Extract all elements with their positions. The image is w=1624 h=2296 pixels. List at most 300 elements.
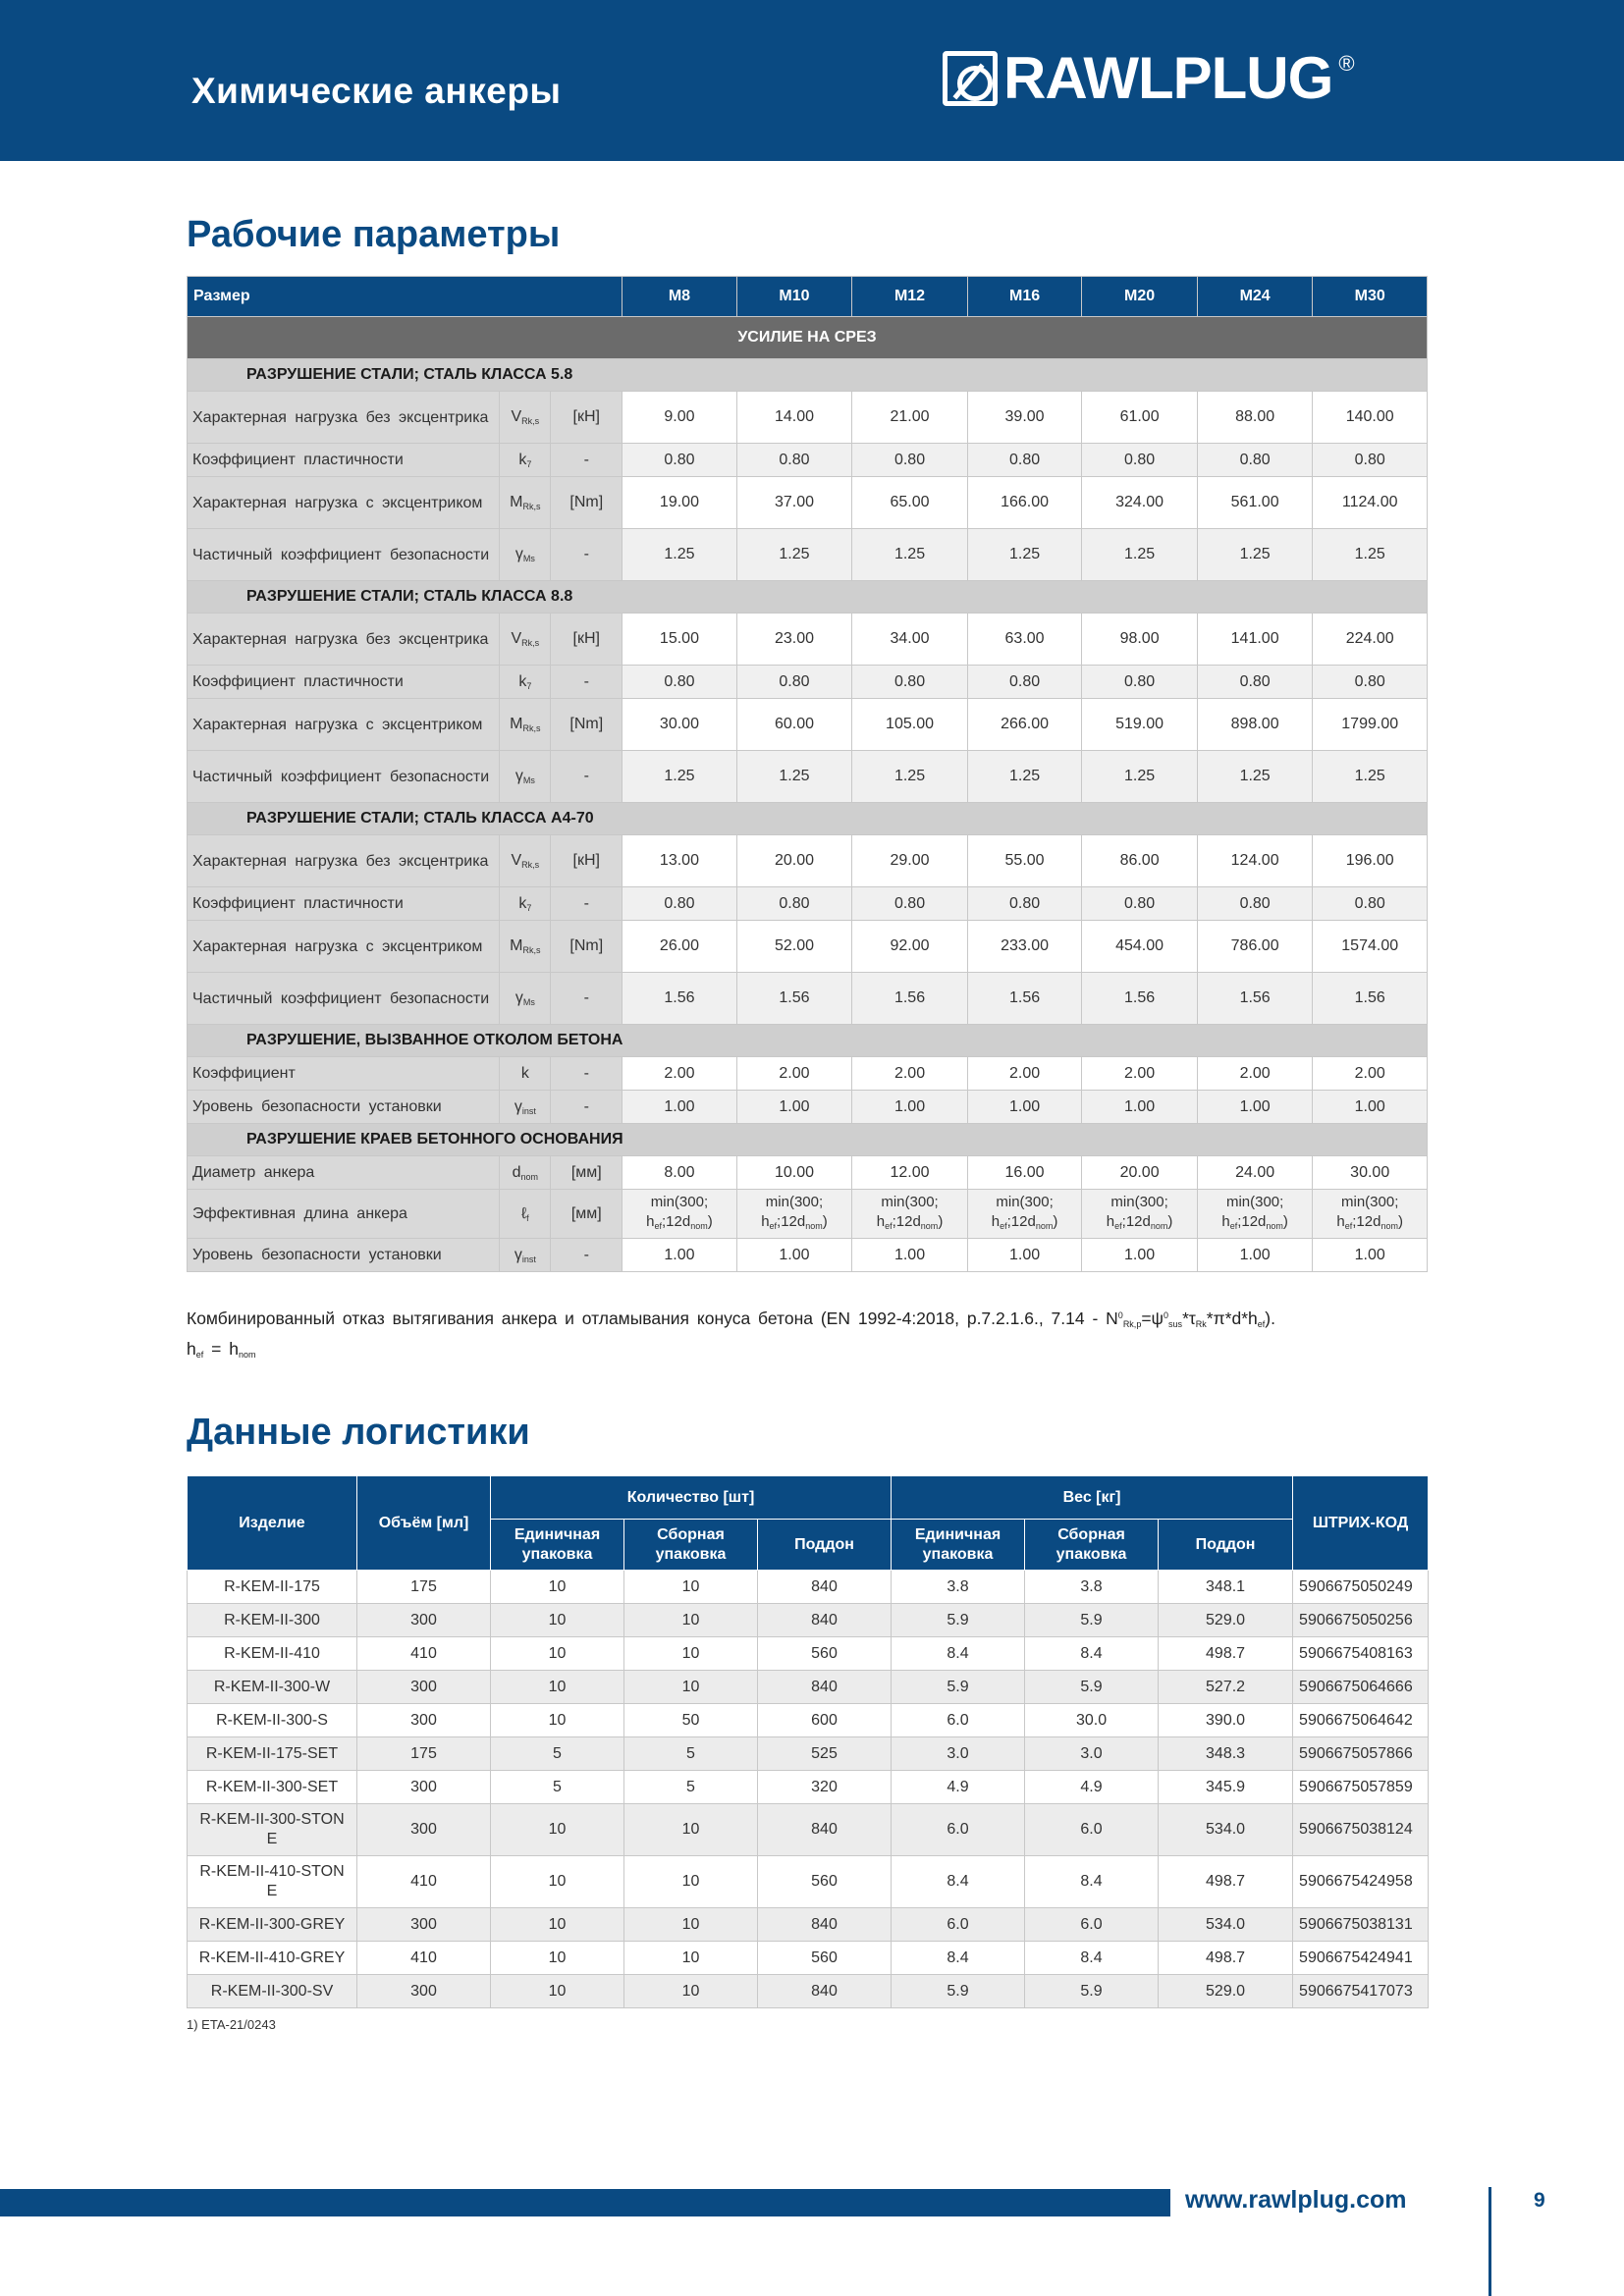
volume: 300: [357, 1908, 491, 1942]
parameter-value: 1.25: [1197, 751, 1313, 803]
weight-bulk: 8.4: [1025, 1856, 1159, 1908]
parameter-value: 1.00: [1313, 1091, 1428, 1124]
col-weight-unit: Единичная упаковка: [892, 1520, 1025, 1571]
symbol-subscript: 7: [526, 680, 532, 691]
parameter-value: 1.00: [1313, 1239, 1428, 1272]
parameter-value: 0.80: [623, 887, 737, 921]
size-header: M10: [736, 277, 852, 317]
qty-unit: 5: [491, 1771, 624, 1804]
parameter-value: 86.00: [1082, 835, 1198, 887]
weight-pallet: 534.0: [1159, 1908, 1293, 1942]
parameter-value: 20.00: [736, 835, 852, 887]
parameter-value: 1.00: [1197, 1091, 1313, 1124]
weight-unit: 3.0: [892, 1737, 1025, 1771]
qty-unit: 10: [491, 1975, 624, 2008]
volume: 175: [357, 1737, 491, 1771]
symbol-subscript: 7: [526, 458, 532, 469]
qty-unit: 5: [491, 1737, 624, 1771]
parameter-value: 0.80: [852, 666, 968, 699]
qty-pallet: 600: [758, 1704, 892, 1737]
failure-mode-title: РАЗРУШЕНИЕ КРАЕВ БЕТОННОГО ОСНОВАНИЯ: [188, 1124, 1428, 1156]
qty-pallet: 560: [758, 1637, 892, 1671]
col-quantity: Количество [шт]: [491, 1476, 892, 1520]
parameter-row: [188, 1190, 1428, 1239]
symbol-subscript: Ms: [522, 997, 535, 1007]
symbol-main: k: [518, 672, 527, 690]
parameter-value: 0.80: [852, 887, 968, 921]
weight-unit: 5.9: [892, 1671, 1025, 1704]
failure-mode-row: [188, 581, 1428, 614]
parameter-value: 105.00: [852, 699, 968, 751]
parameter-symbol: [500, 392, 551, 444]
footer-url-link[interactable]: www.rawlplug.com: [1185, 2186, 1407, 2214]
parameter-symbol: [500, 973, 551, 1025]
parameter-value: 196.00: [1313, 835, 1428, 887]
parameter-value: 1.25: [1082, 529, 1198, 581]
logistics-row: [188, 1804, 1429, 1856]
parameter-value: 0.80: [1082, 887, 1198, 921]
size-header: M24: [1197, 277, 1313, 317]
parameter-value: 1.00: [1197, 1239, 1313, 1272]
product-name: R-KEM-II-300-S: [188, 1704, 357, 1737]
parameter-row: [188, 614, 1428, 666]
volume: 410: [357, 1856, 491, 1908]
note-line-1: Комбинированный отказ вытягивания анкера и отламывания конуса бетона (EN 1992-4:2018, p.7.2.1.6., $7.14 - N^0_{Rk,p}=\psi^0_{sus}*\tau_{Rk}*\pi*d*h_{ef}$).: [187, 1308, 1275, 1329]
parameter-value: 1.56: [1082, 973, 1198, 1025]
weight-bulk: 8.4: [1025, 1942, 1159, 1975]
weight-bulk: 5.9: [1025, 1604, 1159, 1637]
page-header: [0, 0, 1624, 161]
parameter-value: 2.00: [1197, 1057, 1313, 1091]
symbol-subscript: Rk,s: [521, 860, 540, 870]
parameter-row: [188, 392, 1428, 444]
parameter-value: 166.00: [967, 477, 1082, 529]
parameter-unit: [кН]: [551, 614, 623, 666]
parameter-symbol: [500, 614, 551, 666]
parameter-unit: -: [551, 666, 623, 699]
parameter-row: [188, 973, 1428, 1025]
parameter-value: 0.80: [623, 444, 737, 477]
parameter-value: 1.56: [852, 973, 968, 1025]
qty-pallet: 525: [758, 1737, 892, 1771]
parameter-value: 13.00: [623, 835, 737, 887]
section-title-performance: Рабочие параметры: [187, 214, 561, 255]
parameter-label: Характерная нагрузка с эксцентриком: [188, 699, 500, 751]
barcode: 5906675064642: [1293, 1704, 1429, 1737]
failure-mode-title: РАЗРУШЕНИЕ, ВЫЗВАННОЕ ОТКОЛОМ БЕТОНА: [188, 1025, 1428, 1057]
product-name: R-KEM-II-410-STONE: [188, 1856, 357, 1908]
parameter-symbol: [500, 921, 551, 973]
weight-pallet: 529.0: [1159, 1604, 1293, 1637]
parameter-label: Эффективная длина анкера: [188, 1190, 500, 1239]
parameter-value: 30.00: [623, 699, 737, 751]
symbol-main: γ: [514, 1097, 522, 1115]
qty-bulk: 10: [624, 1637, 758, 1671]
parameter-value: 60.00: [736, 699, 852, 751]
parameter-value: 0.80: [1197, 887, 1313, 921]
weight-bulk: 30.0: [1025, 1704, 1159, 1737]
qty-pallet: 840: [758, 1804, 892, 1856]
col-qty-bulk: Сборная упаковка: [624, 1520, 758, 1571]
col-weight-bulk: Сборная упаковка: [1025, 1520, 1159, 1571]
parameter-row: [188, 751, 1428, 803]
logistics-row: [188, 1737, 1429, 1771]
parameter-value: 1.25: [736, 529, 852, 581]
qty-bulk: 5: [624, 1737, 758, 1771]
qty-pallet: 840: [758, 1975, 892, 2008]
col-product: Изделие: [188, 1476, 357, 1571]
parameter-value: 1.00: [967, 1239, 1082, 1272]
weight-bulk: 5.9: [1025, 1975, 1159, 2008]
symbol-subscript: Rk,s: [522, 945, 541, 955]
barcode: 5906675057859: [1293, 1771, 1429, 1804]
parameter-value: 24.00: [1197, 1156, 1313, 1190]
failure-mode-row: [188, 359, 1428, 392]
parameter-value: 233.00: [967, 921, 1082, 973]
product-name: R-KEM-II-175-SET: [188, 1737, 357, 1771]
logistics-row: [188, 1856, 1429, 1908]
qty-unit: 10: [491, 1704, 624, 1737]
symbol-subscript: 7: [526, 902, 532, 913]
qty-bulk: 10: [624, 1975, 758, 2008]
col-qty-unit: Единичная упаковка: [491, 1520, 624, 1571]
symbol-main: d: [512, 1163, 521, 1181]
parameter-label: Коэффициент: [188, 1057, 500, 1091]
qty-bulk: 10: [624, 1804, 758, 1856]
qty-pallet: 840: [758, 1604, 892, 1637]
symbol-main: M: [510, 716, 523, 732]
parameter-row: [188, 699, 1428, 751]
volume: 300: [357, 1771, 491, 1804]
logistics-row: [188, 1771, 1429, 1804]
qty-unit: 10: [491, 1671, 624, 1704]
parameter-value: 0.80: [1313, 444, 1428, 477]
symbol-subscript: Rk,s: [521, 638, 540, 648]
col-volume: Объём [мл]: [357, 1476, 491, 1571]
weight-pallet: 527.2: [1159, 1671, 1293, 1704]
parameter-value: 0.80: [967, 666, 1082, 699]
symbol-subscript: Rk,s: [522, 723, 541, 733]
parameter-value: min(300; $h_{ef};12d_{nom}$): [967, 1190, 1082, 1239]
parameter-value: 0.80: [736, 887, 852, 921]
col-barcode: ШТРИХ-КОД: [1293, 1476, 1429, 1571]
qty-bulk: 50: [624, 1704, 758, 1737]
size-header: M30: [1313, 277, 1428, 317]
parameter-unit: -: [551, 1239, 623, 1272]
parameter-value: 1.56: [736, 973, 852, 1025]
barcode: 5906675064666: [1293, 1671, 1429, 1704]
parameter-row: [188, 921, 1428, 973]
parameter-value: 26.00: [623, 921, 737, 973]
parameter-symbol: [500, 529, 551, 581]
weight-unit: 6.0: [892, 1704, 1025, 1737]
parameter-unit: [кН]: [551, 835, 623, 887]
parameter-value: 1.00: [852, 1091, 968, 1124]
barcode: 5906675050249: [1293, 1571, 1429, 1604]
parameter-label: Частичный коэффициент безопасности: [188, 973, 500, 1025]
parameter-value: 98.00: [1082, 614, 1198, 666]
weight-bulk: 4.9: [1025, 1771, 1159, 1804]
qty-pallet: 840: [758, 1908, 892, 1942]
qty-bulk: 10: [624, 1671, 758, 1704]
parameter-label: Коэффициент пластичности: [188, 887, 500, 921]
section-title-logistics: Данные логистики: [187, 1412, 530, 1453]
parameter-value: 15.00: [623, 614, 737, 666]
parameter-row: [188, 1239, 1428, 1272]
parameter-value: 12.00: [852, 1156, 968, 1190]
product-name: R-KEM-II-410-GREY: [188, 1942, 357, 1975]
weight-pallet: 498.7: [1159, 1856, 1293, 1908]
parameter-value: 1.00: [852, 1239, 968, 1272]
parameter-row: [188, 529, 1428, 581]
parameter-value: 88.00: [1197, 392, 1313, 444]
parameter-label: Коэффициент пластичности: [188, 444, 500, 477]
logistics-table: [187, 1475, 1429, 2008]
parameter-unit: -: [551, 529, 623, 581]
weight-pallet: 498.7: [1159, 1637, 1293, 1671]
parameter-value: 2.00: [852, 1057, 968, 1091]
failure-mode-row: [188, 803, 1428, 835]
symbol-main: γ: [514, 546, 523, 562]
symbol-main: γ: [514, 989, 523, 1006]
note-line-2: $h_{ef} = h_{nom}$: [187, 1339, 256, 1360]
parameter-value: min(300; $h_{ef};12d_{nom}$): [1197, 1190, 1313, 1239]
barcode: 5906675050256: [1293, 1604, 1429, 1637]
weight-pallet: 534.0: [1159, 1804, 1293, 1856]
logistics-row: [188, 1908, 1429, 1942]
parameter-value: 2.00: [736, 1057, 852, 1091]
symbol-subscript: inst: [521, 1105, 536, 1116]
footer-divider: [1489, 2187, 1491, 2296]
weight-bulk: 5.9: [1025, 1671, 1159, 1704]
parameter-value: 1.56: [1313, 973, 1428, 1025]
parameter-value: 19.00: [623, 477, 737, 529]
col-weight-pallet: Поддон: [1159, 1520, 1293, 1571]
parameter-value: 1.25: [852, 751, 968, 803]
parameter-unit: [мм]: [551, 1156, 623, 1190]
parameter-value: 1.00: [967, 1091, 1082, 1124]
weight-unit: 3.8: [892, 1571, 1025, 1604]
parameter-symbol: [500, 444, 551, 477]
parameter-value: 1.56: [1197, 973, 1313, 1025]
parameter-label: Характерная нагрузка без эксцентрика: [188, 835, 500, 887]
symbol-main: k: [518, 451, 527, 468]
logistics-row: [188, 1637, 1429, 1671]
volume: 300: [357, 1704, 491, 1737]
parameter-symbol: [500, 1057, 551, 1091]
symbol-main: M: [510, 494, 523, 510]
failure-mode-title: РАЗРУШЕНИЕ СТАЛИ; СТАЛЬ КЛАССА 5.8: [188, 359, 1428, 392]
symbol-subscript: nom: [520, 1171, 539, 1182]
symbol-main: γ: [514, 768, 523, 784]
parameter-value: 21.00: [852, 392, 968, 444]
parameter-symbol: [500, 1239, 551, 1272]
parameter-value: 266.00: [967, 699, 1082, 751]
weight-pallet: 390.0: [1159, 1704, 1293, 1737]
parameter-value: 124.00: [1197, 835, 1313, 887]
parameter-label: Характерная нагрузка без эксцентрика: [188, 614, 500, 666]
size-header: M20: [1082, 277, 1198, 317]
qty-unit: 10: [491, 1804, 624, 1856]
parameter-unit: [Nm]: [551, 921, 623, 973]
size-header: M8: [623, 277, 737, 317]
weight-bulk: 8.4: [1025, 1637, 1159, 1671]
parameter-unit: [Nm]: [551, 699, 623, 751]
logistics-header-row-1: [188, 1476, 1429, 1520]
symbol-subscript: Ms: [522, 554, 535, 563]
parameter-value: 14.00: [736, 392, 852, 444]
parameter-unit: -: [551, 887, 623, 921]
parameter-value: 1.56: [623, 973, 737, 1025]
parameter-value: 561.00: [1197, 477, 1313, 529]
symbol-main: V: [511, 630, 522, 647]
symbol-main: ℓ: [520, 1204, 527, 1222]
logistics-row: [188, 1704, 1429, 1737]
parameter-row: [188, 666, 1428, 699]
parameter-value: 20.00: [1082, 1156, 1198, 1190]
parameter-value: 0.80: [736, 666, 852, 699]
parameter-value: 0.80: [967, 444, 1082, 477]
qty-unit: 10: [491, 1856, 624, 1908]
performance-header-row: [188, 277, 1428, 317]
parameter-unit: -: [551, 973, 623, 1025]
parameter-value: 1.25: [967, 529, 1082, 581]
failure-mode-row: [188, 1025, 1428, 1057]
parameter-symbol: [500, 835, 551, 887]
qty-unit: 10: [491, 1604, 624, 1637]
parameter-value: 1124.00: [1313, 477, 1428, 529]
barcode: 5906675038131: [1293, 1908, 1429, 1942]
parameter-value: 1799.00: [1313, 699, 1428, 751]
parameter-value: 39.00: [967, 392, 1082, 444]
qty-bulk: 10: [624, 1604, 758, 1637]
barcode: 5906675424941: [1293, 1942, 1429, 1975]
qty-bulk: 5: [624, 1771, 758, 1804]
volume: 410: [357, 1637, 491, 1671]
parameter-symbol: [500, 1190, 551, 1239]
parameter-value: 1.56: [967, 973, 1082, 1025]
symbol-subscript: Rk,s: [521, 416, 540, 426]
qty-pallet: 320: [758, 1771, 892, 1804]
failure-mode-row: [188, 1124, 1428, 1156]
weight-unit: 8.4: [892, 1856, 1025, 1908]
product-name: R-KEM-II-175: [188, 1571, 357, 1604]
parameter-value: 0.80: [1082, 444, 1198, 477]
parameter-value: 55.00: [967, 835, 1082, 887]
volume: 300: [357, 1975, 491, 2008]
parameter-value: 1.25: [736, 751, 852, 803]
parameter-label: Частичный коэффициент безопасности: [188, 529, 500, 581]
parameter-value: 16.00: [967, 1156, 1082, 1190]
barcode: 5906675417073: [1293, 1975, 1429, 2008]
registered-mark: ®: [1338, 51, 1355, 76]
symbol-main: V: [511, 852, 522, 869]
parameter-value: 29.00: [852, 835, 968, 887]
parameter-unit: [мм]: [551, 1190, 623, 1239]
symbol-main: k: [520, 1064, 529, 1082]
parameter-unit: -: [551, 444, 623, 477]
qty-pallet: 560: [758, 1942, 892, 1975]
parameter-symbol: [500, 477, 551, 529]
parameter-label: Частичный коэффициент безопасности: [188, 751, 500, 803]
product-name: R-KEM-II-300-STONE: [188, 1804, 357, 1856]
failure-mode-title: РАЗРУШЕНИЕ СТАЛИ; СТАЛЬ КЛАССА 8.8: [188, 581, 1428, 614]
parameter-value: 0.80: [623, 666, 737, 699]
symbol-subscript: Ms: [522, 775, 535, 785]
parameter-label: Характерная нагрузка с эксцентриком: [188, 477, 500, 529]
parameter-symbol: [500, 1091, 551, 1124]
parameter-value: 1.25: [1313, 529, 1428, 581]
symbol-main: γ: [514, 1246, 522, 1263]
weight-pallet: 345.9: [1159, 1771, 1293, 1804]
qty-pallet: 560: [758, 1856, 892, 1908]
parameter-unit: [Nm]: [551, 477, 623, 529]
parameter-value: 1.00: [736, 1091, 852, 1124]
parameter-value: 0.80: [1197, 666, 1313, 699]
parameter-row: [188, 477, 1428, 529]
parameter-value: 0.80: [736, 444, 852, 477]
parameter-value: 1.25: [1197, 529, 1313, 581]
qty-bulk: 10: [624, 1571, 758, 1604]
parameter-label: Уровень безопасности установки: [188, 1091, 500, 1124]
parameter-value: min(300; $h_{ef};12d_{nom}$): [852, 1190, 968, 1239]
parameter-value: min(300; $h_{ef};12d_{nom}$): [623, 1190, 737, 1239]
shear-band-row: [188, 317, 1428, 359]
col-qty-pallet: Поддон: [758, 1520, 892, 1571]
parameter-unit: -: [551, 1091, 623, 1124]
qty-unit: 10: [491, 1942, 624, 1975]
combined-failure-note: [187, 1301, 1438, 1364]
parameter-label: Характерная нагрузка без эксцентрика: [188, 392, 500, 444]
product-name: R-KEM-II-300: [188, 1604, 357, 1637]
parameter-row: [188, 887, 1428, 921]
parameter-value: min(300; $h_{ef};12d_{nom}$): [1313, 1190, 1428, 1239]
failure-mode-title: РАЗРУШЕНИЕ СТАЛИ; СТАЛЬ КЛАССА A4-70: [188, 803, 1428, 835]
volume: 300: [357, 1671, 491, 1704]
symbol-subscript: f: [526, 1212, 529, 1223]
product-name: R-KEM-II-300-W: [188, 1671, 357, 1704]
parameter-value: 1.25: [852, 529, 968, 581]
parameter-value: 1.25: [623, 751, 737, 803]
parameter-value: 1.00: [623, 1239, 737, 1272]
weight-unit: 8.4: [892, 1942, 1025, 1975]
symbol-main: M: [510, 937, 523, 954]
page-number: 9: [1534, 2189, 1545, 2212]
parameter-value: 1.00: [736, 1239, 852, 1272]
parameter-unit: [кН]: [551, 392, 623, 444]
parameter-row: [188, 1057, 1428, 1091]
footer-bar: [0, 2189, 1170, 2216]
symbol-subscript: inst: [521, 1254, 536, 1264]
weight-pallet: 348.1: [1159, 1571, 1293, 1604]
weight-bulk: 6.0: [1025, 1908, 1159, 1942]
weight-bulk: 6.0: [1025, 1804, 1159, 1856]
weight-unit: 8.4: [892, 1637, 1025, 1671]
parameter-value: 0.80: [852, 444, 968, 477]
logistics-row: [188, 1571, 1429, 1604]
parameter-value: min(300; $h_{ef};12d_{nom}$): [1082, 1190, 1198, 1239]
volume: 175: [357, 1571, 491, 1604]
parameter-value: 9.00: [623, 392, 737, 444]
shear-band: УСИЛИЕ НА СРЕЗ: [188, 317, 1428, 359]
parameter-value: 65.00: [852, 477, 968, 529]
header-title: Химические анкеры: [191, 71, 562, 111]
barcode: 5906675057866: [1293, 1737, 1429, 1771]
parameter-symbol: [500, 1156, 551, 1190]
weight-unit: 6.0: [892, 1804, 1025, 1856]
parameter-value: 1.25: [623, 529, 737, 581]
qty-unit: 10: [491, 1571, 624, 1604]
